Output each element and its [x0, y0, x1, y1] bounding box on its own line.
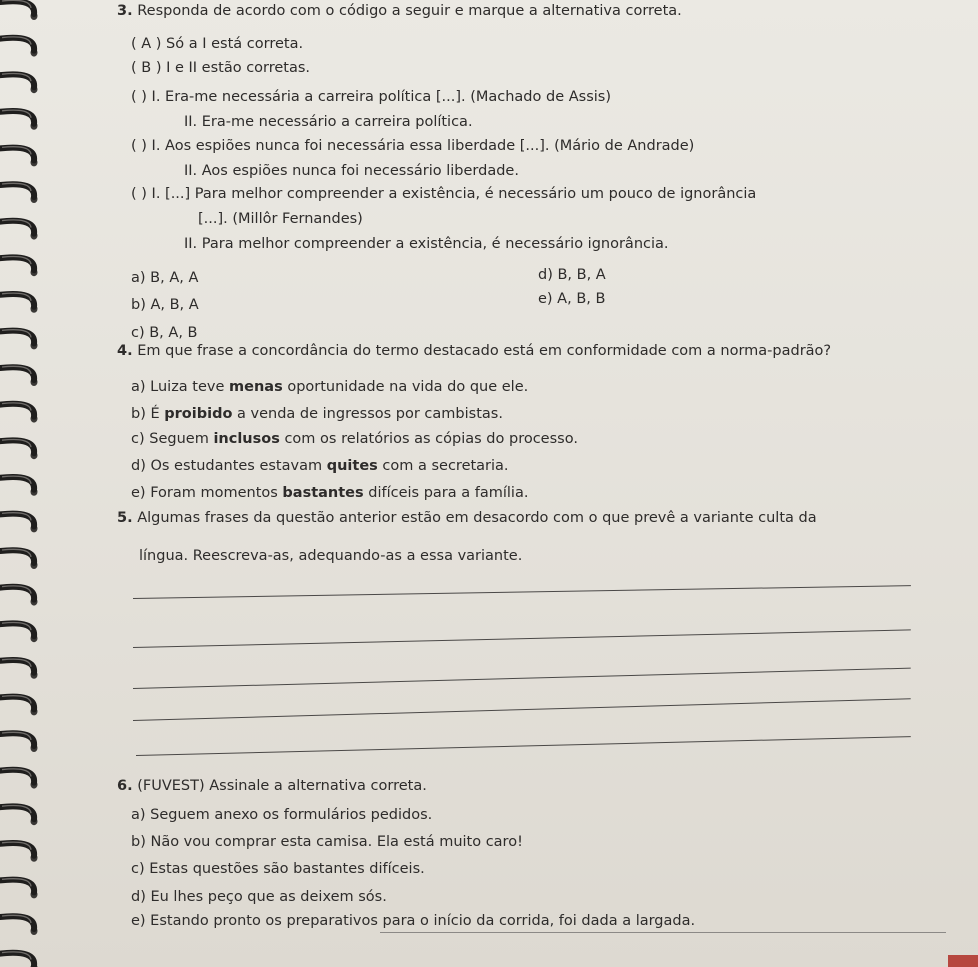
q5-line2: língua. Reescreva-as, adequando-as a essa variante.: [139, 548, 523, 564]
q4-number: 4.: [117, 343, 133, 359]
q4-option-b[interactable]: b) É proibido a venda de ingressos por cambistas.: [131, 406, 503, 422]
q3-item3-line1: ( ) I. [...] Para melhor compreender a existência, é necessário um pouco de ignorância: [131, 186, 757, 202]
q3-option-e[interactable]: e) A, B, B: [538, 291, 606, 307]
q4-heading: [117, 342, 831, 360]
q6-heading: [117, 777, 427, 795]
q3-item1-mark[interactable]: ( ): [131, 89, 147, 105]
page-bottom-rule: [380, 932, 946, 933]
q4-option-e[interactable]: e) Foram momentos bastantes difíceis para a família.: [131, 485, 529, 501]
q3-option-b[interactable]: b) A, B, A: [131, 297, 199, 313]
q3-item3-line2: II. Para melhor compreender a existência, é necessário ignorância.: [184, 236, 669, 252]
q5-number: 5.: [117, 510, 133, 526]
q3-number: 3.: [117, 3, 133, 19]
q3-item3-mark[interactable]: ( ): [131, 186, 147, 202]
q6-prompt: (FUVEST) Assinale a alternativa correta.: [137, 778, 427, 794]
q5-prompt: Algumas frases da questão anterior estão em desacordo com o que prevê a variante culta da: [137, 510, 817, 526]
q4-option-c[interactable]: c) Seguem inclusos com os relatórios as cópias do processo.: [131, 431, 578, 447]
q3-prompt: Responda de acordo com o código a seguir e marque a alternativa correta.: [137, 3, 682, 19]
q5-line1: [117, 509, 817, 527]
q4-option-d[interactable]: d) Os estudantes estavam quites com a secretaria.: [131, 458, 509, 474]
q3-item2-mark[interactable]: ( ): [131, 138, 147, 154]
q6-option-b[interactable]: b) Não vou comprar esta camisa. Ela está muito caro!: [131, 834, 523, 850]
spiral-binding: [0, 0, 60, 967]
q3-item2-line2: II. Aos espiões nunca foi necessário liberdade.: [184, 163, 519, 179]
q3-code-b: ( B ) I e II estão corretas.: [131, 60, 311, 76]
q6-option-a[interactable]: a) Seguem anexo os formulários pedidos.: [131, 807, 433, 823]
q3-code-a: ( A ) Só a I está correta.: [131, 36, 304, 52]
q3-item2-line1: ( ) I. Aos espiões nunca foi necessária essa liberdade [...]. (Mário de Andrade): [131, 138, 695, 154]
q3-option-d[interactable]: d) B, B, A: [538, 267, 606, 283]
q6-option-d[interactable]: d) Eu lhes peço que as deixem sós.: [131, 889, 387, 905]
q6-option-e[interactable]: e) Estando pronto os preparativos para o início da corrida, foi dada a largada.: [131, 913, 696, 929]
q3-heading: [117, 2, 682, 20]
q3-item1-line2: II. Era-me necessário a carreira política.: [184, 114, 473, 130]
q6-number: 6.: [117, 778, 133, 794]
q3-option-c[interactable]: c) B, A, B: [131, 325, 198, 341]
q4-option-a[interactable]: a) Luiza teve menas oportunidade na vida do que ele.: [131, 379, 529, 395]
q6-option-c[interactable]: c) Estas questões são bastantes difíceis.: [131, 861, 425, 877]
q3-option-a[interactable]: a) B, A, A: [131, 270, 199, 286]
corner-tab: [948, 955, 978, 967]
q4-prompt: Em que frase a concordância do termo destacado está em conformidade com a norma-padrão?: [137, 343, 832, 359]
q3-item1-line1: ( ) I. Era-me necessária a carreira política [...]. (Machado de Assis): [131, 89, 611, 105]
q3-item3-source: [...]. (Millôr Fernandes): [198, 211, 363, 227]
